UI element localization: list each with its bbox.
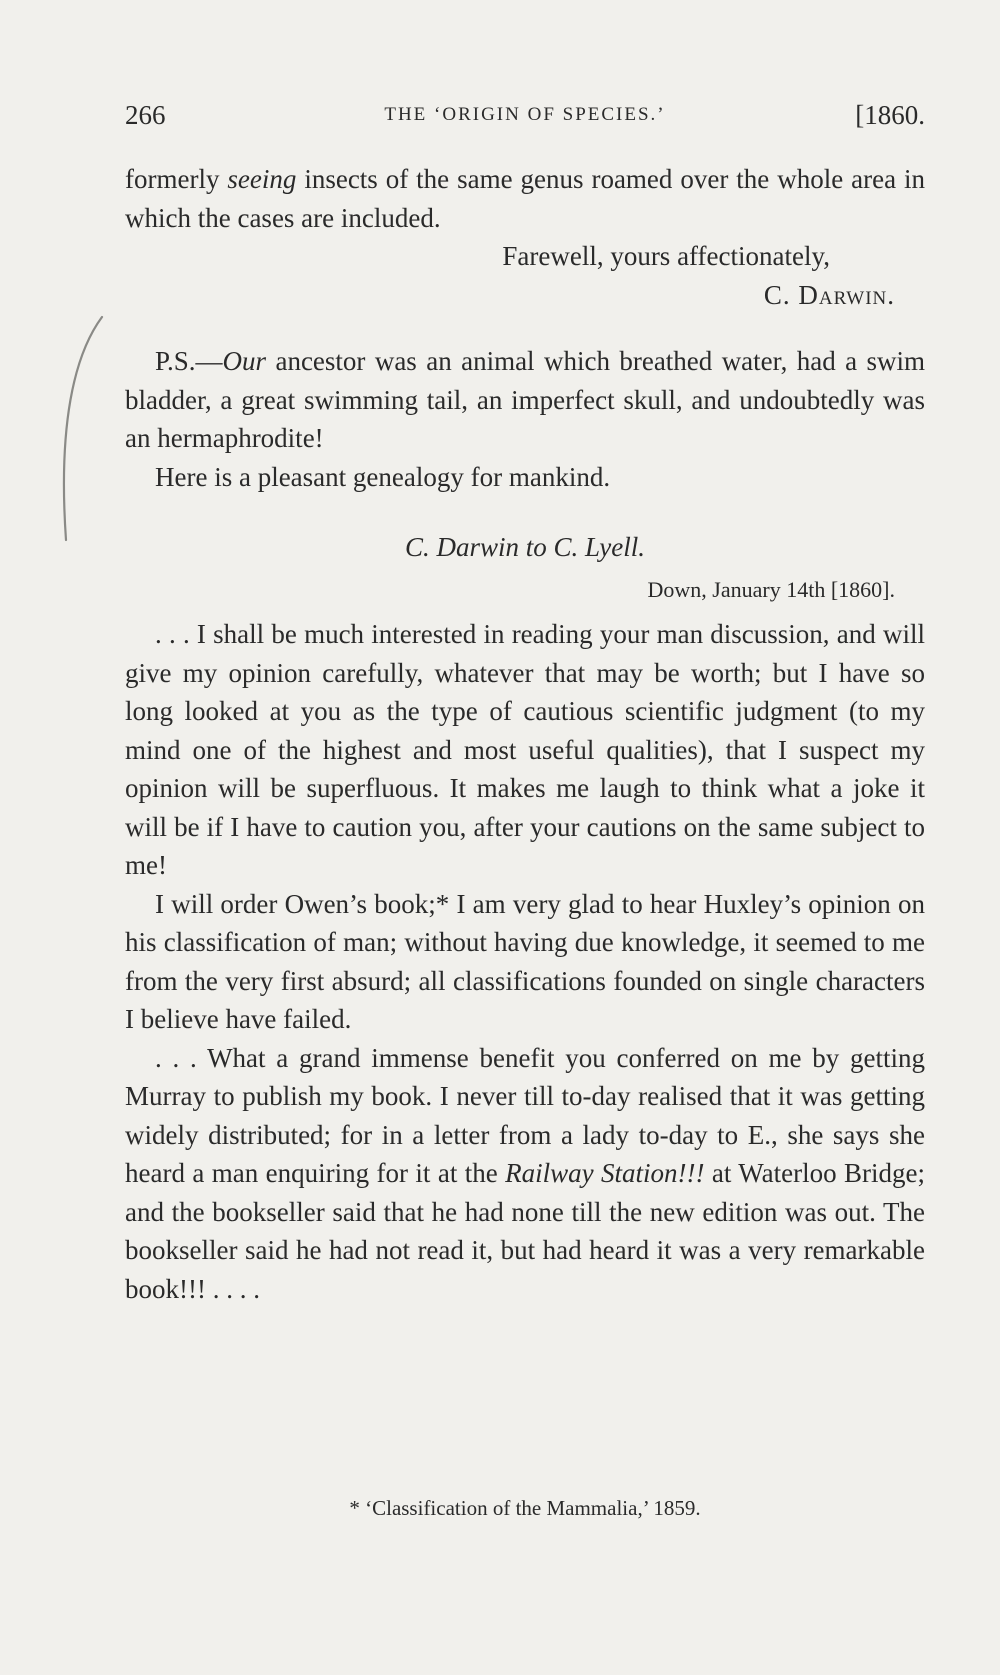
running-title: THE ‘ORIGIN OF SPECIES.’ (384, 104, 666, 125)
running-head (125, 100, 925, 136)
letter2-paragraph-2: I will order Owen’s book;* I am very glad to hear Huxley’s opinion on his classification of man; without having due knowledge, it seemed to me from the very first absurd; all classifications founded on single characters I believe have failed. (125, 888, 925, 1034)
emphasis-our: Our (222, 346, 267, 376)
running-year: [1860. (855, 100, 925, 130)
letter2-paragraph-3: . . . What a grand immense benefit you conferred on me by getting Murray to publish my book. I never till to-day realised that it was getting widely distributed; for in a letter from a lady to-day to E., she says she heard a man enquiring for it at the Railway Station!!! at Waterloo Bridge; and the bookseller said that he had none till the new edition was out. The bookseller said he had not read it, but had heard it was a very remarkable book!!! . . . . (125, 1042, 925, 1304)
letter-heading: C. Darwin to C. Lyell. (405, 532, 645, 562)
postscript: P.S.—Our ancestor was an animal which breathed water, had a swim bladder, a great swimming tail, an imperfect skull, and undoubtedly was an hermaphrodite! (125, 346, 925, 453)
footnote: * ‘Classification of the Mammalia,’ 1859. (349, 1496, 701, 1520)
emphasis-railway-station: Railway Station!!! (505, 1158, 705, 1188)
pencil-bracket-mark (54, 315, 114, 545)
letter-dateline: Down, January 14th [1860]. (647, 576, 895, 602)
emphasis-seeing: seeing (227, 164, 297, 194)
letter2-paragraph-1: . . . I shall be much interested in reading your man discussion, and will give my opinion carefully, whatever that may be worth; but I have so long looked at you as the type of cautious scientific judgment (to my mind one of the highest and most useful qualities), that I suspect my opinion will be superfluous. It makes me laugh to think what a joke it will be if I have to caution you, after your cautions on the same subject to me! (125, 619, 925, 880)
letter1-paragraph: formerly seeing insects of the same genus roamed over the whole area in which the cases are included. (125, 164, 925, 233)
letter1-signature: C. Darwin. (763, 279, 895, 310)
letter1-closing: Farewell, yours affectionately, (502, 241, 830, 271)
page-number: 266 (125, 100, 166, 130)
postscript-line2: Here is a pleasant genealogy for mankind. (155, 461, 611, 492)
body-text (125, 160, 925, 1308)
